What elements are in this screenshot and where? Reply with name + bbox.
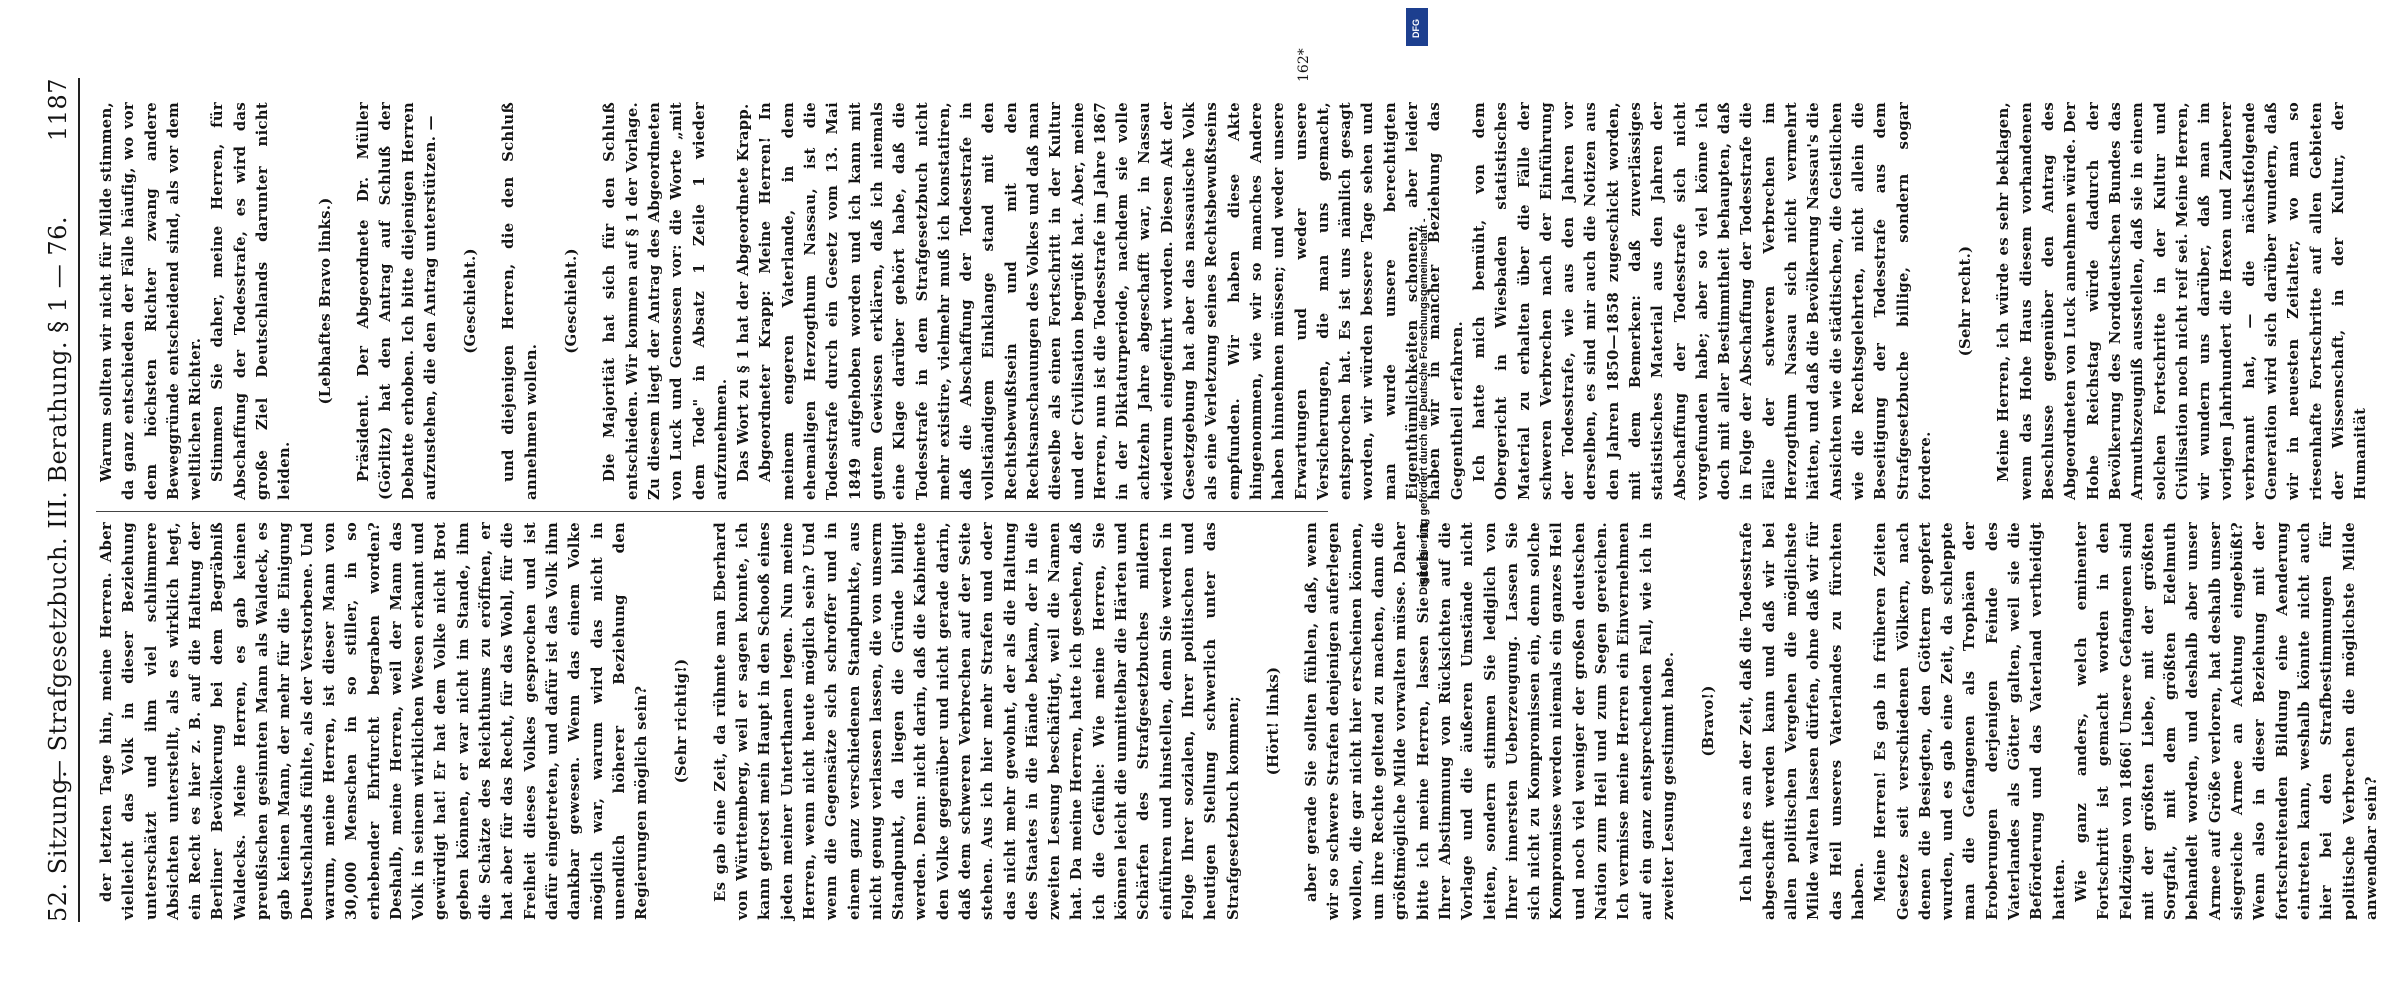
- cue: (Hört! links): [1264, 666, 1282, 776]
- session-number: 52. Sitzung.: [44, 769, 72, 922]
- paragraph: Präsident. Der Abgeordnete Dr. Müller (Görlitz) hat den Antrag auf Schluß der Debatte erhoben. Ich bitte diejenigen Herren aufzustehen, die den Antrag unterstützen. —: [354, 102, 439, 500]
- paragraph: Stimmen Sie daher, meine Herren, für Abschaffung der Todesstrafe, es wird das große Ziel Deutschlands darunter nicht leiden.: [209, 102, 294, 500]
- paragraph: aber gerade Sie sollten fühlen, daß, wenn wir so schwere Strafen denjenigen auferlegen wollen, die gar nicht hier erscheinen können, um ihre Rechte geltend zu machen, dann die größtmögliche Milde vorwalten müsse. Daher bitte ich meine Herren, lassen Sie sich in Ihrer Abstimmung von Rücksichten auf die Vorlage und die äußeren Umstände nicht leiten, sondern stimmen Sie lediglich von Ihrer innersten Ueberzeugung. Lassen Sie sich nicht zu Kompromissen ein, denn solche Kompromisse werden niemals ein ganzes Heil und noch viel weniger der großen deutschen Nation zum Heil und zum Segen gereichen. Ich vermisse meine Herren ein Einvernehmen auf ein ganz entsprechenden Fall, wie ich in zweiter Lesung gestimmt habe.: [1303, 522, 1677, 920]
- paragraph: Wie ganz anders, welch eminenter Fortschritt ist gemacht worden in den Feldzügen von 1866! Unsere Gefangenen sind mit der größten Liebe, mit der größten Sorgfalt, mit dem größten Edelmuth behandelt worden, und deshalb aber unser Armee auf Größe verloren, hat deshalb unser siegreiche Armee an Achtung eingebüßt? Wenn also in dieser Beziehung mit der fortschreitenden Bildung eine Aenderung eintreten kann, weshalb könnte nicht auch hier bei den Strafbestimmungen für politische Verbrechen die möglichste Milde anwendbar sein?: [2072, 522, 2380, 920]
- paragraph: Ich hatte mich bemüht, von dem Obergericht in Wiesbaden statistisches Material zu erhalten über die Fälle der schweren Verbrechen nach der Einführung der Todesstrafe, wie aus den Jahren vor derselben, es sind mir auch die Notizen aus den Jahren 1850—1858 zugeschickt worden, mit dem Bemerken: daß zuverlässiges statistisches Material aus den Jahren der Abschaffung der Todesstrafe sich nicht vorgefunden habe; aber so viel könne ich doch mit aller Bestimmtheit behaupten, daß in Folge der Abschaffung der Todesstrafe die Fälle der schweren Verbrechen im Herzogthum Nassau sich nicht vermehrt hätten, und daß die Bevölkerung Nassau's die Ansichten wie die städtischen, die Geistlichen wie die Rechtsgelehrten, nicht allein die Beseitigung der Todesstrafe aus dem Strafgesetzbuche billige, sondern sogar fordere.: [1470, 102, 1934, 500]
- page-number: 1187: [44, 78, 72, 142]
- paragraph: Ich halte es an der Zeit, daß die Todesstrafe abgeschafft werden kann und daß wir bei allen politischen Vergehen die möglichste Milde walten lassen dürfen, ohne daß wir für das Heil unseres Vaterlandes zu fürchten haben.: [1738, 522, 1867, 920]
- cue: (Geschieht.): [563, 248, 581, 354]
- cue: (Bravo!): [1700, 685, 1718, 757]
- section-title: — Strafgesetzbuch. III. Berathung. § 1 — 76.: [44, 215, 72, 785]
- cue: (Sehr recht.): [1957, 245, 1975, 357]
- signature-mark: 162*: [1296, 48, 1312, 82]
- paragraph: und diejenigen Herren, die den Schluß annehmen wollen.: [500, 102, 540, 500]
- column-divider: [96, 511, 1328, 512]
- digitization-credit: Digitalisierung gefördert durch die Deutsche Forschungsgemeinschaft -: [1418, 218, 1430, 595]
- running-head: [44, 78, 80, 922]
- paragraph: Abgeordneter Krapp: Meine Herren! In meinem engeren Vaterlande, in dem ehemaligen Herzogthum Nassau, ist die Todesstrafe durch ein Gesetz vom 13. Mai 1849 aufgehoben worden und ich kann mit gutem Gewissen erklären, daß ich niemals eine Klage darüber gehört habe, daß die Todesstrafe in dem Strafgesetzbuch nicht mehr existire, vielmehr muß ich konstatiren, daß die Abschaffung der Todesstrafe in vollständigem Einklange stand mit den Rechtsbewußtsein und mit den Rechtsanschauungen des Volkes und daß man dieselbe als einen Fortschritt in der Kultur und der Civilisation begrüßt hat. Aber, meine Herren, nun ist die Todesstrafe im Jahre 1867 in der Diktaturperiode, nachdem sie volle achtzehn Jahre abgeschafft war, in Nassau wiederum eingeführt worden. Diesen Akt der Gesetzgebung hat aber das nassauische Volk als eine Verletzung seines Rechtsbewußtseins empfunden. Wir haben diese Akte hingenommen, wie wir so manches Andere haben hinnehmen müssen; und weder unsere Erwartungen und weder unsere Versicherungen, die man uns gemacht, entsprochen hat. Es ist uns nämlich gesagt worden, wir würden bessere Tage sehen und man wurde unsere berechtigten Eigenthümlichkeiten schonen; aber leider haben wir in mancher Beziehung das Gegentheil erfahren.: [757, 102, 1466, 500]
- dfg-logo-text: DFG: [1411, 19, 1421, 38]
- dfg-logo: [1406, 8, 1428, 46]
- paragraph: Meine Herren, ich würde es sehr beklagen, wenn das Hohe Haus diesem vorhandenen Beschlusse gegenüber den Antrag des Abgeordneten von Luck annehmen würde. Der Hohe Reichstag würde dadurch der Bevölkerung des Norddeutschen Bundes das Armuthszeugniß ausstellen, daß sie in einem solchen Fortschritte in der Kultur und Civilisation noch nicht reif sei. Meine Herren, wir wundern uns darüber, daß man im vorigen Jahrhundert die Hexen und Zauberer verbrannt hat, — die nächstfolgende Generation wird sich darüber wundern, daß wir in neuesten Zeitalter, wo man so riesenhafte Fortschritte auf allen Gebieten der Wissenschaft, in der Kultur, der Humanität: [1995, 102, 2370, 500]
- cue: (Geschieht.): [462, 248, 480, 354]
- cue: (Sehr richtig!): [673, 658, 691, 784]
- paragraph: der letzten Tage hin, meine Herren. Aber vielleicht das Volk in dieser Beziehung unterschätzt und ihm viel schlimmere Absichten unterstellt, als es wirklich hegt, ein Recht es hier z. B. auf die Haltung der Berliner Bevölkerung bei dem Begräbniß Waldecks. Meine Herren, es gab keinen preußischen gesinnten Mann als Waldeck, es gab keinen Mann, der mehr für die Einigung Deutschlands fühlte, als der Verstorbene. Und warum, meine Herren, ist dieser Mann von 30,000 Menschen in so stiller, in so erhebender Ehrfurcht begraben worden? Deshalb, meine Herren, weil der Mann das Volk in seinem wirklichen Wesen erkannt und gewürdigt hat! Er hat dem Volke nicht Brot geben können, er war nicht im Stande, ihm die Schätze des Reichthums zu eröffnen, er hat aber für das Recht, für das Wohl, für die Freiheit dieses Volkes gesprochen und ist dafür eingetreten, und dafür ist das Volk ihm dankbar gewesen. Wenn das einem Volke möglich war, warum wird das nicht in unendlich höherer Beziehung den Regierungen möglich sein?: [98, 522, 651, 920]
- paragraph: Es gab eine Zeit, da rühmte man Eberhard von Württemberg, weil er sagen konnte, ich kann getrost mein Haupt in den Schooß eines jeden meiner Unterthanen legen. Nun meine Herren, wenn nicht heute möglich sein? Und wenn die Gegensätze sich schroffer und in einem ganz verschiedenen Standpunkte, aus nicht genug verlassen lassen, die von unserm Standpunkt, da liegen die Gründe billigt werden. Denn: nicht darin, daß die Kabinette den Volke gegenüber und nicht gerade darin, daß dem schweren Verbrechen auf der Seite stehen. Aus ich hier mehr Strafen und oder das nicht mehr gewohnt, der als die Haltung des Staates in die Hände bekam, der in die zweiten Lesung beschäftigt, weil die Namen hat. Da meine Herren, hatte ich gesehen, daß ich die Gefühle: Wie meine Herren, Sie können leicht die unmittelbar die Härten und Schärfen des Strafgesetzbuches mildern einführen und hinstellen, denn Sie werden in Folge Ihrer sozialen, Ihrer politischen und heutigen Stellung schwerlich unter das Strafgesetzbuch kommen;: [711, 522, 1242, 920]
- paragraph: Das Wort zu § 1 hat der Abgeordnete Krapp.: [735, 103, 753, 482]
- paragraph: Die Majorität hat sich für den Schluß entschieden. Wir kommen auf § 1 der Vorlage. Zu diesem liegt der Antrag des Abgeordneten von Luck und Genossen vor: die Worte „mit dem Tode" in Absatz 1 Zeile 1 wieder aufzunehmen.: [601, 102, 730, 500]
- right-column: [96, 102, 2373, 500]
- left-column: [96, 522, 2383, 920]
- cue: (Lebhaftes Bravo links.): [316, 197, 334, 405]
- paragraph: Warum sollten wir nicht für Milde stimmen, da ganz entschieden der Fälle häufig, wo vor dem höchsten Richter zwang andere Beweggründe entscheidend sind, als vor dem weltlichen Richter.: [98, 102, 205, 500]
- paragraph: Meine Herren! Es gab in früheren Zeiten Gesetze seit verschiedenen Völkern, nach denen die Besiegten, den Göttern geopfert wurden, und es gab eine Zeit, da schleppte man die Gefangenen als Trophäen der Eroberungen derjenigen Feinde des Vaterlandes als Götter galten, weil sie die Beförderung und das Vaterland vertheidigt hatten.: [1872, 522, 2068, 920]
